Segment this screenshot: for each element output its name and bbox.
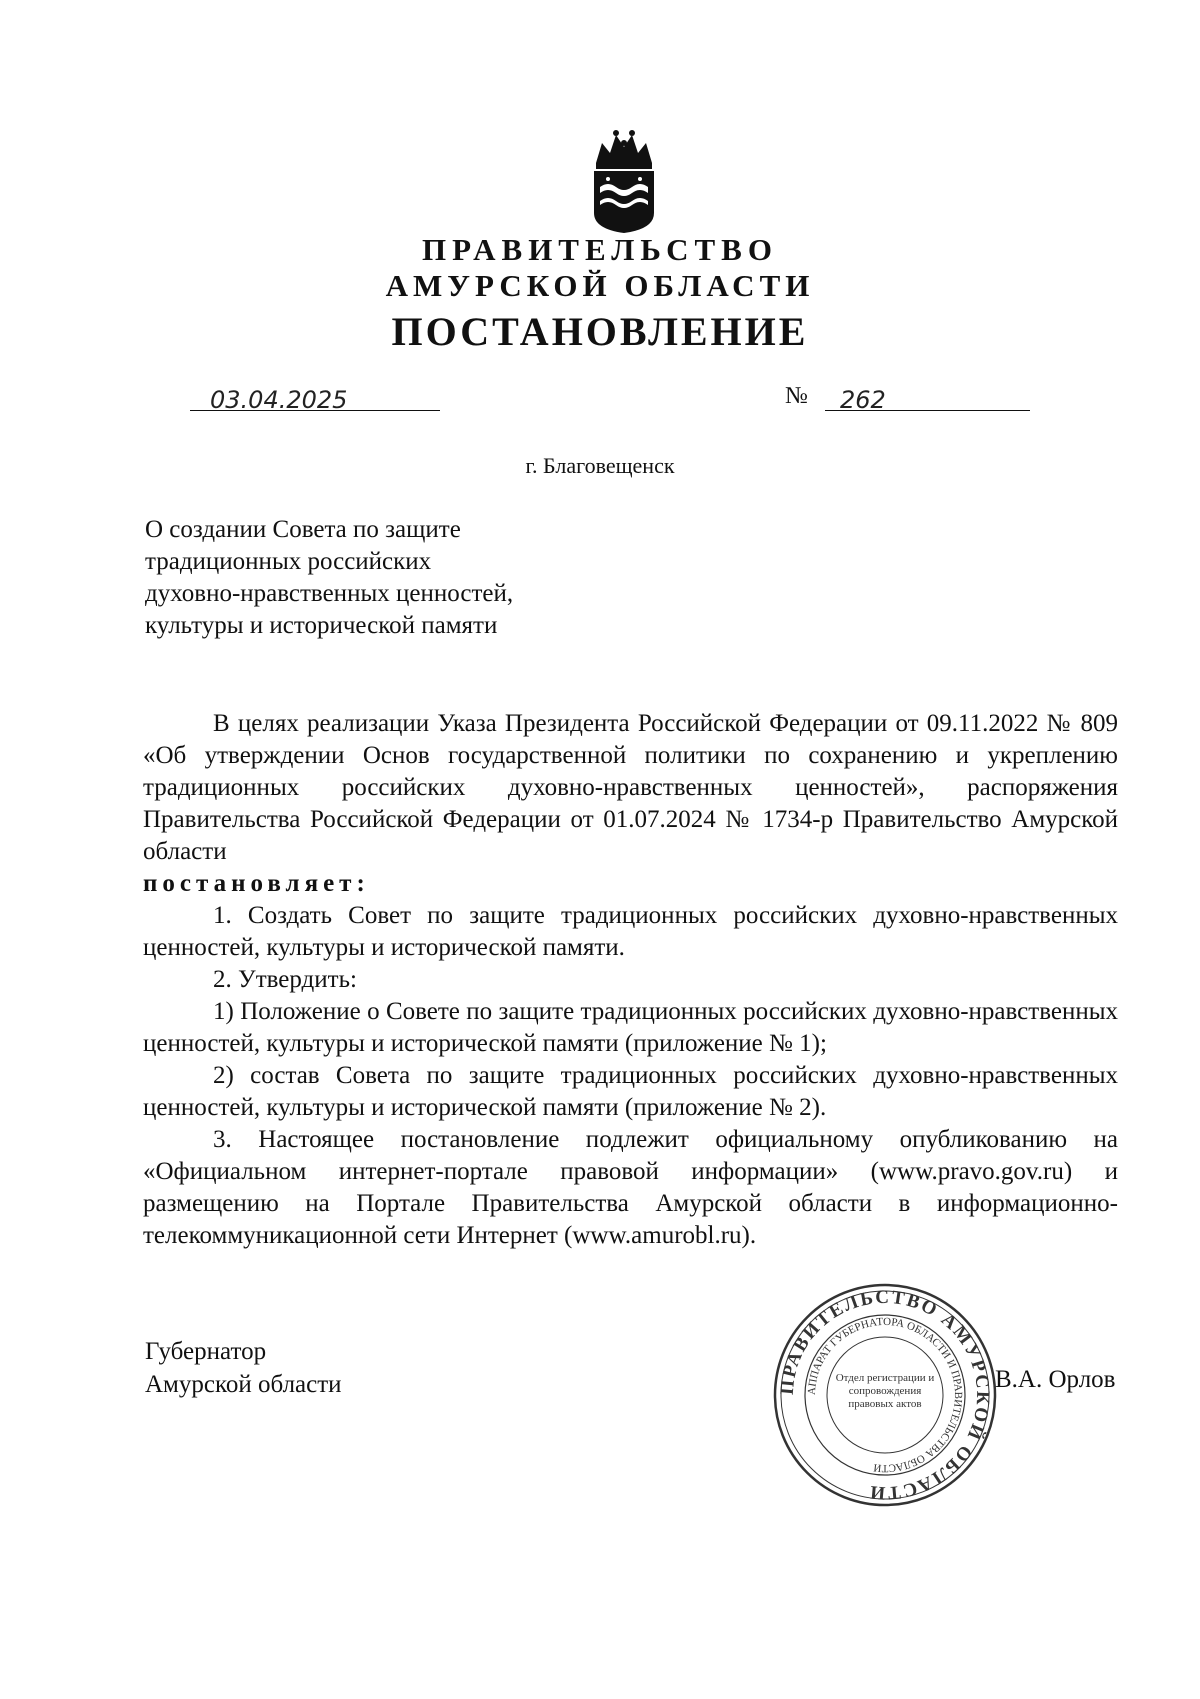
subject-line: О создании Совета по защите bbox=[145, 516, 461, 543]
subject-line: культуры и исторической памяти bbox=[145, 612, 498, 639]
subject-line: традиционных российских bbox=[145, 548, 432, 575]
preamble-paragraph: В целях реализации Указа Президента Российской Федерации от 09.11.2022 № 809 «Об утверждении Основ государственной политики по сохранению и укреплению традиционных российских духовно-нравственных ценностей», распоряжения Правительства Российской Федерации от 01.07.2024 № 1734-р Правительство Амурской области bbox=[143, 710, 1118, 865]
signatory-title-line1: Губернатор bbox=[145, 1338, 267, 1365]
item-2-1-paragraph: 1) Положение о Совете по защите традиционных российских духовно-нравственных ценностей, культуры и исторической памяти (приложение № 1); bbox=[143, 998, 1118, 1057]
item-2-2-paragraph: 2) состав Совета по защите традиционных российских духовно-нравственных ценностей, культуры и исторической памяти (приложение № 2). bbox=[143, 1062, 1118, 1121]
seal-center-text: Отдел регистрации и сопровождения правовых актов bbox=[835, 1372, 935, 1410]
document-number: 262 bbox=[840, 386, 886, 414]
number-underline bbox=[825, 410, 1030, 411]
item-3-paragraph: 3. Настоящее постановление подлежит официальному опубликованию на «Официальном интернет-портале правовой информации» (www.pravo.gov.ru) и размещению на Портале Правительства Амурской области в информационно-телекоммуникационной сети Интернет (www.amurobl.ru). bbox=[143, 1126, 1118, 1249]
signatory-name: В.А. Орлов bbox=[995, 1366, 1116, 1393]
item-1-paragraph: 1. Создать Совет по защите традиционных российских духовно-нравственных ценностей, культуры и исторической памяти. bbox=[143, 902, 1118, 961]
coat-of-arms-icon bbox=[588, 125, 660, 235]
subject-line: духовно-нравственных ценностей, bbox=[145, 580, 514, 607]
item-2-paragraph: 2. Утвердить: bbox=[213, 966, 357, 993]
svg-text:АППАРАТ ГУБЕРНАТОРА ОБЛАСТИ И: АППАРАТ ГУБЕРНАТОРА ОБЛАСТИ И ПРАВИТЕЛЬСТВА ОБЛАСТИ bbox=[805, 1315, 965, 1475]
document-body bbox=[143, 708, 1118, 1252]
date-underline bbox=[190, 410, 440, 411]
svg-text:ПРАВИТЕЛЬСТВО АМУРСКОЙ ОБЛАСТИ: ПРАВИТЕЛЬСТВО АМУРСКОЙ ОБЛАСТИ bbox=[776, 1286, 994, 1504]
government-title-line2: АМУРСКОЙ ОБЛАСТИ bbox=[385, 268, 815, 303]
document-subject bbox=[145, 514, 513, 642]
city-label: г. Благовещенск bbox=[525, 453, 675, 478]
number-sign: № bbox=[785, 383, 808, 409]
resolves-heading: постановляет: bbox=[143, 870, 370, 897]
official-seal-icon bbox=[770, 1280, 1000, 1510]
signatory-title bbox=[145, 1335, 342, 1401]
government-title-line1: ПРАВИТЕЛЬСТВО bbox=[422, 232, 778, 267]
document-type-title: ПОСТАНОВЛЕНИЕ bbox=[391, 309, 809, 354]
document-date: 03.04.2025 bbox=[210, 386, 348, 414]
signatory-title-line2: Амурской области bbox=[145, 1371, 342, 1398]
